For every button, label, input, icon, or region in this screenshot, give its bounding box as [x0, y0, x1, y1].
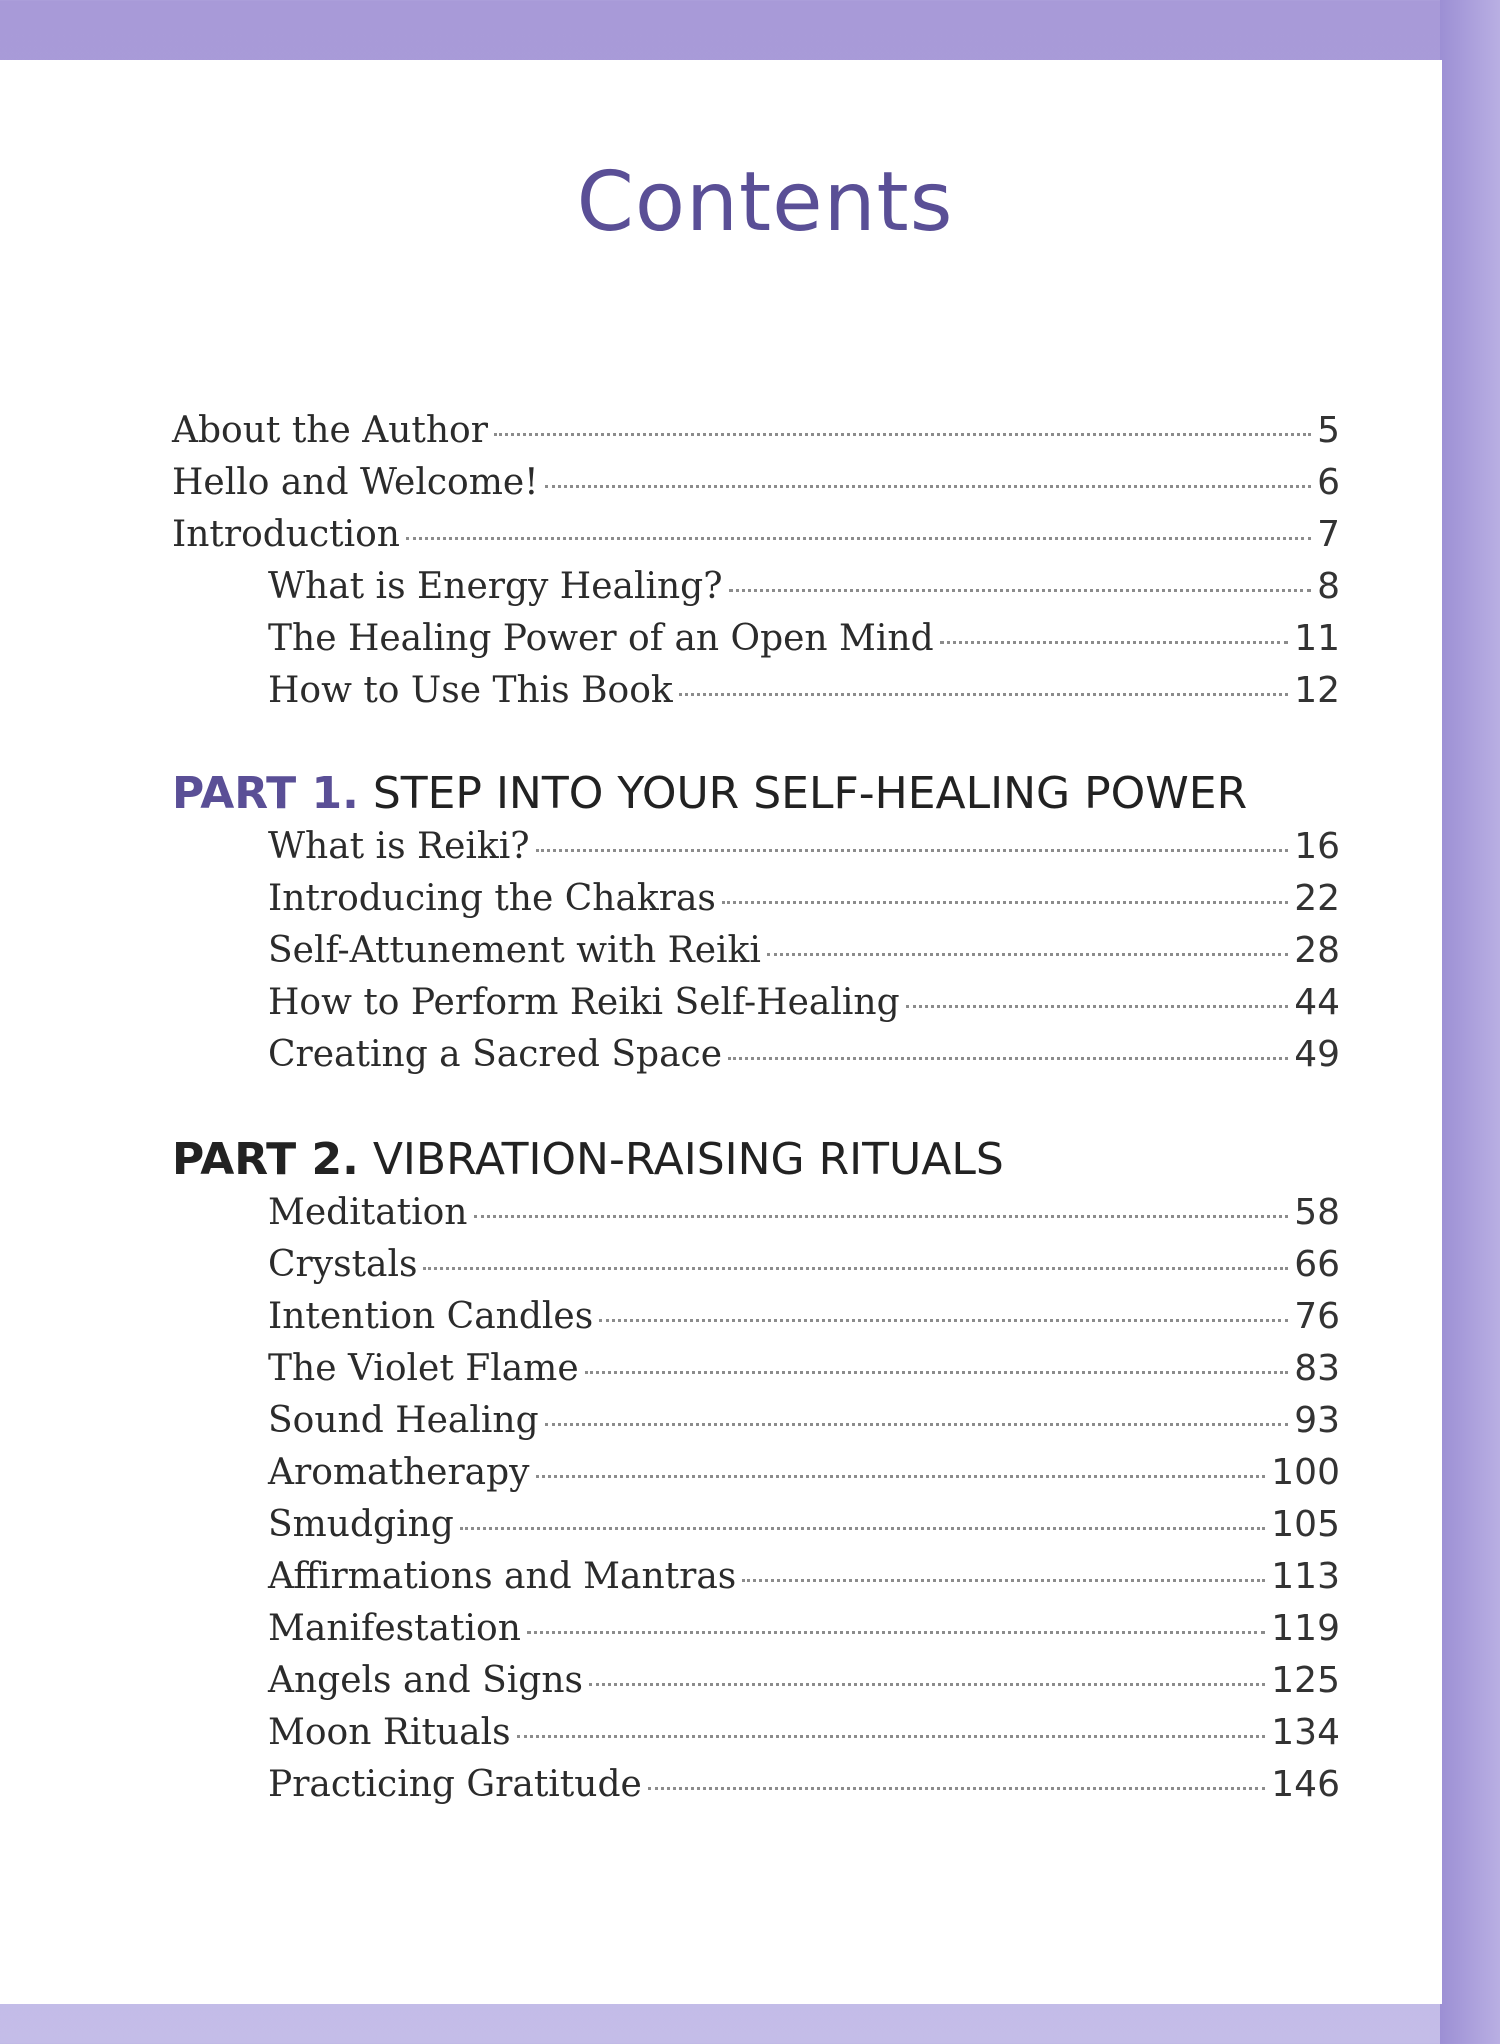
toc-subentry[interactable]	[268, 1034, 1340, 1086]
toc-entry-page: 66	[1294, 1244, 1340, 1285]
dot-leader	[460, 1527, 1265, 1530]
toc-entry[interactable]	[172, 514, 1340, 566]
toc-subentry[interactable]	[268, 618, 1340, 670]
dot-leader	[742, 1579, 1265, 1582]
dot-leader	[585, 1371, 1289, 1374]
toc-entry-label: The Violet Flame	[268, 1348, 579, 1389]
dot-leader	[494, 433, 1311, 436]
toc-subentry[interactable]	[268, 1504, 1340, 1556]
toc-entry-page: 119	[1271, 1608, 1340, 1649]
dot-leader	[536, 849, 1289, 852]
dot-leader	[648, 1787, 1265, 1790]
toc-entry-page: 113	[1271, 1556, 1340, 1597]
toc-entry-page: 22	[1294, 878, 1340, 919]
toc-entry-label: About the Author	[172, 410, 488, 451]
toc-entry-page: 125	[1271, 1660, 1340, 1701]
toc-subentry[interactable]	[268, 1764, 1340, 1816]
toc-subentry[interactable]	[268, 1296, 1340, 1348]
toc-entry-label: Intention Candles	[268, 1296, 594, 1337]
part-title: VIBRATION-RAISING RITUALS	[372, 1134, 1004, 1185]
right-border	[1440, 0, 1500, 2044]
toc-entry-label: Angels and Signs	[268, 1660, 583, 1701]
toc-entry-page: 93	[1294, 1400, 1340, 1441]
toc-entry-page: 76	[1294, 1296, 1340, 1337]
dot-leader	[729, 589, 1312, 592]
toc-entry[interactable]	[172, 462, 1340, 514]
page-title: Contents	[576, 155, 954, 250]
toc-entry-page: 58	[1294, 1192, 1340, 1233]
part-1-heading[interactable]	[172, 768, 1247, 819]
dot-leader	[527, 1631, 1265, 1634]
toc-subentry[interactable]	[268, 1192, 1340, 1244]
dot-leader	[589, 1683, 1265, 1686]
toc-entry-label: Introduction	[172, 514, 400, 555]
toc-entry-label: Introducing the Chakras	[268, 878, 716, 919]
toc-subentry[interactable]	[268, 1556, 1340, 1608]
toc-subentry[interactable]	[268, 878, 1340, 930]
toc-entry-page: 100	[1271, 1452, 1340, 1493]
toc-entry-label: Smudging	[268, 1504, 454, 1545]
toc-subentry[interactable]	[268, 1400, 1340, 1452]
dot-leader	[474, 1215, 1289, 1218]
dot-leader	[536, 1475, 1266, 1478]
toc-subentry[interactable]	[268, 1660, 1340, 1712]
toc-entry[interactable]	[172, 410, 1340, 462]
toc-entry-page: 11	[1294, 618, 1340, 659]
toc-entry-page: 12	[1294, 670, 1340, 711]
toc-entry-label: Sound Healing	[268, 1400, 539, 1441]
dot-leader	[599, 1319, 1288, 1322]
part-number: PART 1.	[172, 768, 359, 819]
dot-leader	[545, 1423, 1289, 1426]
toc-entry-page: 105	[1271, 1504, 1340, 1545]
toc-entry-label: What is Reiki?	[268, 826, 530, 867]
toc-subentry[interactable]	[268, 982, 1340, 1034]
toc-entry-page: 16	[1294, 826, 1340, 867]
toc-entry-label: What is Energy Healing?	[268, 566, 723, 607]
part-2-heading[interactable]	[172, 1134, 1004, 1185]
toc-subentry[interactable]	[268, 1452, 1340, 1504]
toc-entry-page: 49	[1294, 1034, 1340, 1075]
dot-leader	[545, 485, 1311, 488]
toc-entry-page: 44	[1294, 982, 1340, 1023]
toc-subentry[interactable]	[268, 930, 1340, 982]
toc-entry-label: Moon Rituals	[268, 1712, 511, 1753]
dot-leader	[940, 641, 1289, 644]
dot-leader	[679, 693, 1288, 696]
toc-entry-page: 28	[1294, 930, 1340, 971]
dot-leader	[517, 1735, 1266, 1738]
dot-leader	[406, 537, 1311, 540]
toc-subentry[interactable]	[268, 670, 1340, 722]
toc-entry-page: 8	[1317, 566, 1340, 607]
toc-entry-page: 83	[1294, 1348, 1340, 1389]
toc-entry-label: How to Perform Reiki Self-Healing	[268, 982, 900, 1023]
toc-entry-label: Manifestation	[268, 1608, 521, 1649]
dot-leader	[722, 901, 1288, 904]
toc-entry-page: 134	[1271, 1712, 1340, 1753]
toc-entry-page: 146	[1271, 1764, 1340, 1805]
toc-entry-label: Self-Attunement with Reiki	[268, 930, 761, 971]
dot-leader	[423, 1267, 1288, 1270]
toc-entry-label: Hello and Welcome!	[172, 462, 539, 503]
toc-entry-page: 6	[1317, 462, 1340, 503]
part-number: PART 2.	[172, 1134, 359, 1185]
toc-entry-label: Meditation	[268, 1192, 468, 1233]
dot-leader	[906, 1005, 1289, 1008]
dot-leader	[767, 953, 1288, 956]
toc-subentry[interactable]	[268, 1608, 1340, 1660]
toc-subentry[interactable]	[268, 566, 1340, 618]
toc-subentry[interactable]	[268, 1712, 1340, 1764]
toc-subentry[interactable]	[268, 1348, 1340, 1400]
toc-entry-label: Creating a Sacred Space	[268, 1034, 723, 1075]
toc-entry-label: Aromatherapy	[268, 1452, 530, 1493]
toc-entry-label: Affirmations and Mantras	[268, 1556, 737, 1597]
dot-leader	[728, 1057, 1288, 1060]
toc-entry-page: 7	[1317, 514, 1340, 555]
toc-entry-label: Practicing Gratitude	[268, 1764, 642, 1805]
toc-entry-page: 5	[1317, 410, 1340, 451]
toc-entry-label: Crystals	[268, 1244, 418, 1285]
part-title: STEP INTO YOUR SELF-HEALING POWER	[372, 768, 1248, 819]
toc-subentry[interactable]	[268, 826, 1340, 878]
toc-entry-label: The Healing Power of an Open Mind	[268, 618, 934, 659]
toc-entry-label: How to Use This Book	[268, 670, 673, 711]
toc-subentry[interactable]	[268, 1244, 1340, 1296]
